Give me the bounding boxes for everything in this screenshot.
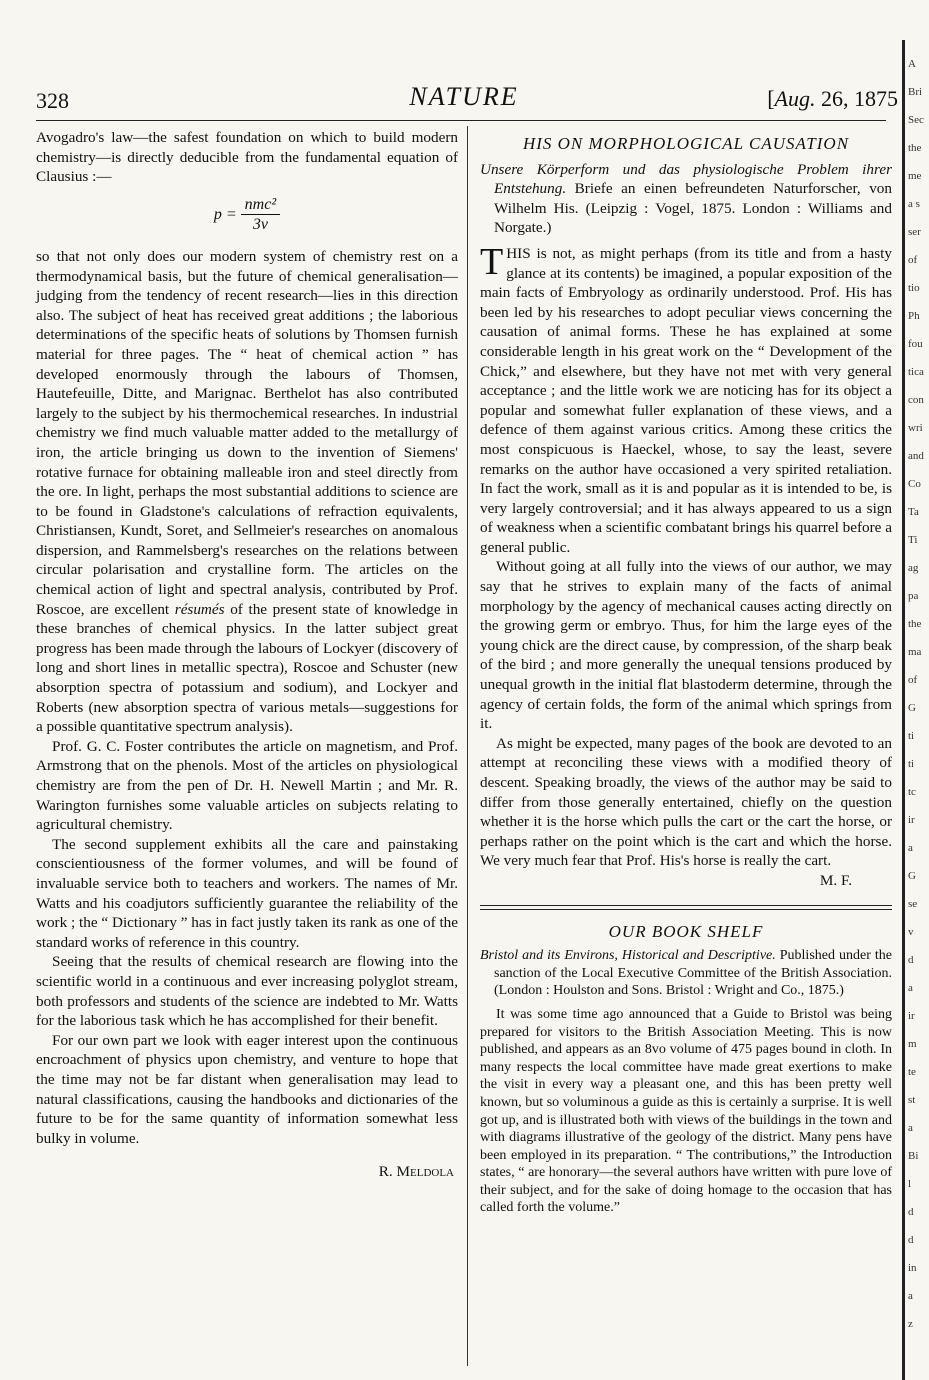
- edge-fragment: Sec: [908, 114, 924, 126]
- section-rule: [480, 905, 892, 910]
- book-reference: [480, 160, 892, 238]
- date-bracket: [: [767, 86, 775, 111]
- edge-fragment: Ph: [908, 310, 920, 322]
- edge-fragment: d: [908, 1234, 914, 1246]
- paragraph-avogadro: Avogadro's law—the safest foundation on which to build modern chemistry—is directly deducible from the fundamental equation of Clausius :—: [36, 129, 458, 186]
- paragraph-his-intro: [480, 240, 892, 558]
- edge-fragment: a: [908, 1122, 913, 1134]
- edge-fragment: tc: [908, 786, 916, 798]
- formula-lhs: p =: [213, 205, 237, 223]
- edge-fragment: wri: [908, 422, 923, 434]
- issue-date: [767, 86, 898, 112]
- edge-fragment: G: [908, 702, 916, 714]
- edge-fragment: and: [908, 450, 924, 462]
- edge-fragment: con: [908, 394, 924, 406]
- edge-fragment: ti: [908, 730, 915, 742]
- edge-fragment: ma: [908, 646, 922, 658]
- paragraph-bristol: It was some time ago announced that a Guide to Bristol was being prepared for visitors to the British Association Meeting. This is now published, and appears as an 8vo volume of 475 pages bound in cloth. In many respects the local committee have made great exertions to make the visit in every way a pleasant one, and this has been pretty well known, but so voluminous a guide as this is certainly a surprise. It is well got up, and is illustrated both with views of the buildings in the town and with diagrams illustrative of the geology of the district. Many pens have been employed in its preparation. “ The contributions,” the Introduction states, “ are honorary—the several authors have written with pure love of their subject, and for the sake of doing homage to the occasion that has called forth the volume.”: [480, 1006, 892, 1216]
- edge-fragment: A: [908, 58, 916, 70]
- book-details: Briefe an einen befreundeten Naturforscher, von Wilhelm His. (Leipzig : Vogel, 1875. London : Williams and Norgate.): [494, 180, 892, 237]
- edge-fragment: m: [908, 1038, 917, 1050]
- edge-fragment: se: [908, 898, 918, 910]
- edge-fragment: l: [908, 1178, 912, 1190]
- clausius-formula: [36, 195, 458, 235]
- paragraph-text-end: of the present state of knowledge in these branches of chemical physics. In the latter subject great progress has been made through the labours of Lockyer (discovery of long and short lines in metallic spectra), Roscoe and Schuster (new absorption spectra of potassium and sodium), and Lockyer and Roberts (new absorption spectra of various metals—suggestions for a possible quantitative spectrum analysis).: [36, 600, 459, 736]
- edge-fragment: ir: [908, 814, 915, 826]
- left-column: [36, 128, 458, 1182]
- edge-fragment: d: [908, 954, 914, 966]
- edge-fragment: ag: [908, 562, 919, 574]
- book2-details: Published under the sanction of the Local Executive Committee of the British Association. (London : Houlston and Sons. Bristol : Wright and Co., 1875.): [494, 948, 892, 999]
- edge-fragment: of: [908, 254, 918, 266]
- section-title: OUR BOOK SHELF: [608, 921, 764, 941]
- header-rule: [36, 120, 886, 121]
- edge-fragment: Ta: [908, 506, 919, 518]
- date-rest: 26, 1875: [815, 86, 898, 111]
- edge-fragment: a: [908, 1290, 913, 1302]
- edge-fragment: ser: [908, 226, 921, 238]
- italic-resumes: résumés: [174, 600, 225, 618]
- formula-denominator: 3v: [252, 216, 268, 234]
- edge-fragment: te: [908, 1066, 916, 1078]
- formula-fraction: [241, 195, 280, 235]
- edge-fragment: the: [908, 618, 922, 630]
- edge-fragment: Ti: [908, 534, 918, 546]
- paragraph-his-views: Without going at all fully into the views of our author, we may say that he strives to explain many of the facts of animal morphology by the agency of mechanical causes acting directly on the growing germ or embryo. Thus, for him the large eyes of the young chick are the direct cause, by compression, of the sharp beak of the bird ; and more generally the unequal tensions produced by unequal growth in the initial flat blastoderm determine, through the agency of certain folds, the form of the animal which springs from it.: [480, 558, 892, 733]
- edge-fragment: ir: [908, 1010, 915, 1022]
- book2-title: Bristol and its Environs, Historical and Descriptive.: [480, 948, 776, 964]
- edge-fragment: fou: [908, 338, 923, 350]
- paragraph-thermodynamics: [36, 247, 458, 737]
- edge-fragment: st: [908, 1094, 916, 1106]
- page-gutter-bar: [902, 40, 905, 1380]
- paragraph-second-supplement: The second supplement exhibits all the care and painstaking conscientiousness of the former volumes, and will be found of invaluable service both to teachers and workers. The names of Mr. Watts and his coadjutors sufficiently guarantee the reliability of the work ; the “ Dictionary ” has in fact justly taken its rank as one of the standard works of reference in this country.: [36, 835, 458, 951]
- formula-numerator: nmc²: [241, 195, 280, 216]
- edge-fragment: of: [908, 674, 918, 686]
- edge-fragment: v: [908, 926, 914, 938]
- edge-fragment: in: [908, 1262, 917, 1274]
- book-title: Unsere Körperform und das physiologische Problem ihrer Entstehung.: [480, 160, 892, 198]
- book2-reference: [480, 947, 892, 1000]
- edge-fragment: a: [908, 982, 913, 994]
- page-number: 328: [36, 88, 69, 113]
- edge-fragment: tio: [908, 282, 920, 294]
- page-header: [30, 78, 898, 118]
- author-signature: R. Meldola: [378, 1163, 454, 1181]
- edge-fragment: tica: [908, 366, 924, 378]
- edge-fragment: pa: [908, 590, 919, 602]
- right-column: [480, 128, 892, 1217]
- paragraph-foster: Prof. G. C. Foster contributes the article on magnetism, and Prof. Armstrong that on the phenols. Most of the articles on physiological chemistry are from the pen of Dr. H. Newell Martin ; and Mr. R. Warington furnishes some valuable articles on subjects relating to agricultural chemistry.: [36, 737, 458, 834]
- edge-fragment: G: [908, 870, 916, 882]
- column-divider: [467, 126, 468, 1366]
- edge-fragment: the: [908, 142, 922, 154]
- article-title: HIS ON MORPHOLOGICAL CAUSATION: [522, 134, 850, 153]
- review-signature: M. F.: [819, 871, 852, 889]
- edge-fragment: Co: [908, 478, 921, 490]
- edge-fragment: me: [908, 170, 922, 182]
- adjacent-page-edge: [900, 40, 929, 1380]
- paragraph-text: so that not only does our modern system of chemistry rest on a thermodynamical basis, but the future of chemical generalisation—judging from the tendency of recent research—lies in this direction also. The subject of heat has received great additions ; the laborious determinations of the specific heats of solutions by Thomsen furnish material for three pages. The “ heat of chemical action ” has developed enormously through the labours of Thomsen, Hautefeuille, Ditte, and Marignac. Berthelot has also contributed largely to the subject by his thermochemical researches. In industrial chemistry we find much valuable matter added to the metallurgy of iron, the article bringing us down to the invention of Siemens' rotative furnace for obtaining malleable iron and steel directly from the ore. In light, perhaps the most substantial additions to science are to be found in Gladstone's calculations of refraction equivalents, Christiansen, Kundt, Soret, and Sellmeier's researches on anomalous dispersion, and Rammelsberg's researches on the relations between circular polarisation and crystalline form. The articles on the chemical action of light and spectral analysis, contributed by Prof. Roscoe, are excellent: [36, 247, 458, 618]
- drop-cap: T: [480, 240, 504, 283]
- edge-fragment: z: [908, 1318, 913, 1330]
- journal-title: NATURE: [409, 82, 519, 111]
- paragraph-polyglot: Seeing that the results of chemical research are flowing into the scientific world in a continuous and ever increasing polyglot stream, both professors and students of the science are indebted to Mr. Watts for the laborious task which he has accomplished for their benefit.: [36, 953, 458, 1030]
- edge-fragment: Bi: [908, 1150, 919, 1162]
- edge-fragment: a s: [908, 198, 920, 210]
- edge-fragment: Bri: [908, 86, 923, 98]
- paragraph-physics: For our own part we look with eager interest upon the continuous encroachment of physics upon chemistry, and venture to hope that the time may not be far distant when generalisation may lead to natural classifications, causing the handbooks and dictionaries of the future to be for the same quantity of information somewhat less bulky in volume.: [36, 1031, 458, 1147]
- edge-fragment: ti: [908, 758, 915, 770]
- edge-fragment: d: [908, 1206, 914, 1218]
- edge-fragment: a: [908, 842, 913, 854]
- paragraph-text: HIS is not, as might perhaps (from its title and from a hasty glance at its contents) be imagined, a popular exposition of the main facts of Embryology as ordinarily understood. Prof. His has been led by his researches to adopt peculiar views concerning the causation of animal forms. These he has explained at some considerable length in his great work on the “ Development of the Chick,” and elsewhere, but they have not met with very general acceptance ; and the little work we are noticing has for its object a popular and somewhat fuller explanation of these views, and a defence of them against various critics. Among these critics the most conspicuous is Haeckel, whose, to say the least, severe remarks on the author have occasioned a very spirited retaliation. In fact the work, small as it is and popular as it is intended to be, is very largely controversial; and it has always appeared to us a sign of weakness when a scientific combatant brings his quarrel before a general public.: [480, 244, 892, 556]
- paragraph-his-descent: As might be expected, many pages of the book are devoted to an attempt at reconciling these views with a modified theory of descent. Speaking broadly, the views of the author may be said to differ from those generally entertained, chiefly on the question whether it is the horse which pulls the cart or the cart the horse, or perhaps rather on the point which is the cart and which the horse. We very much fear that Prof. His's horse is really the cart.: [480, 734, 892, 870]
- date-month: Aug.: [774, 86, 816, 111]
